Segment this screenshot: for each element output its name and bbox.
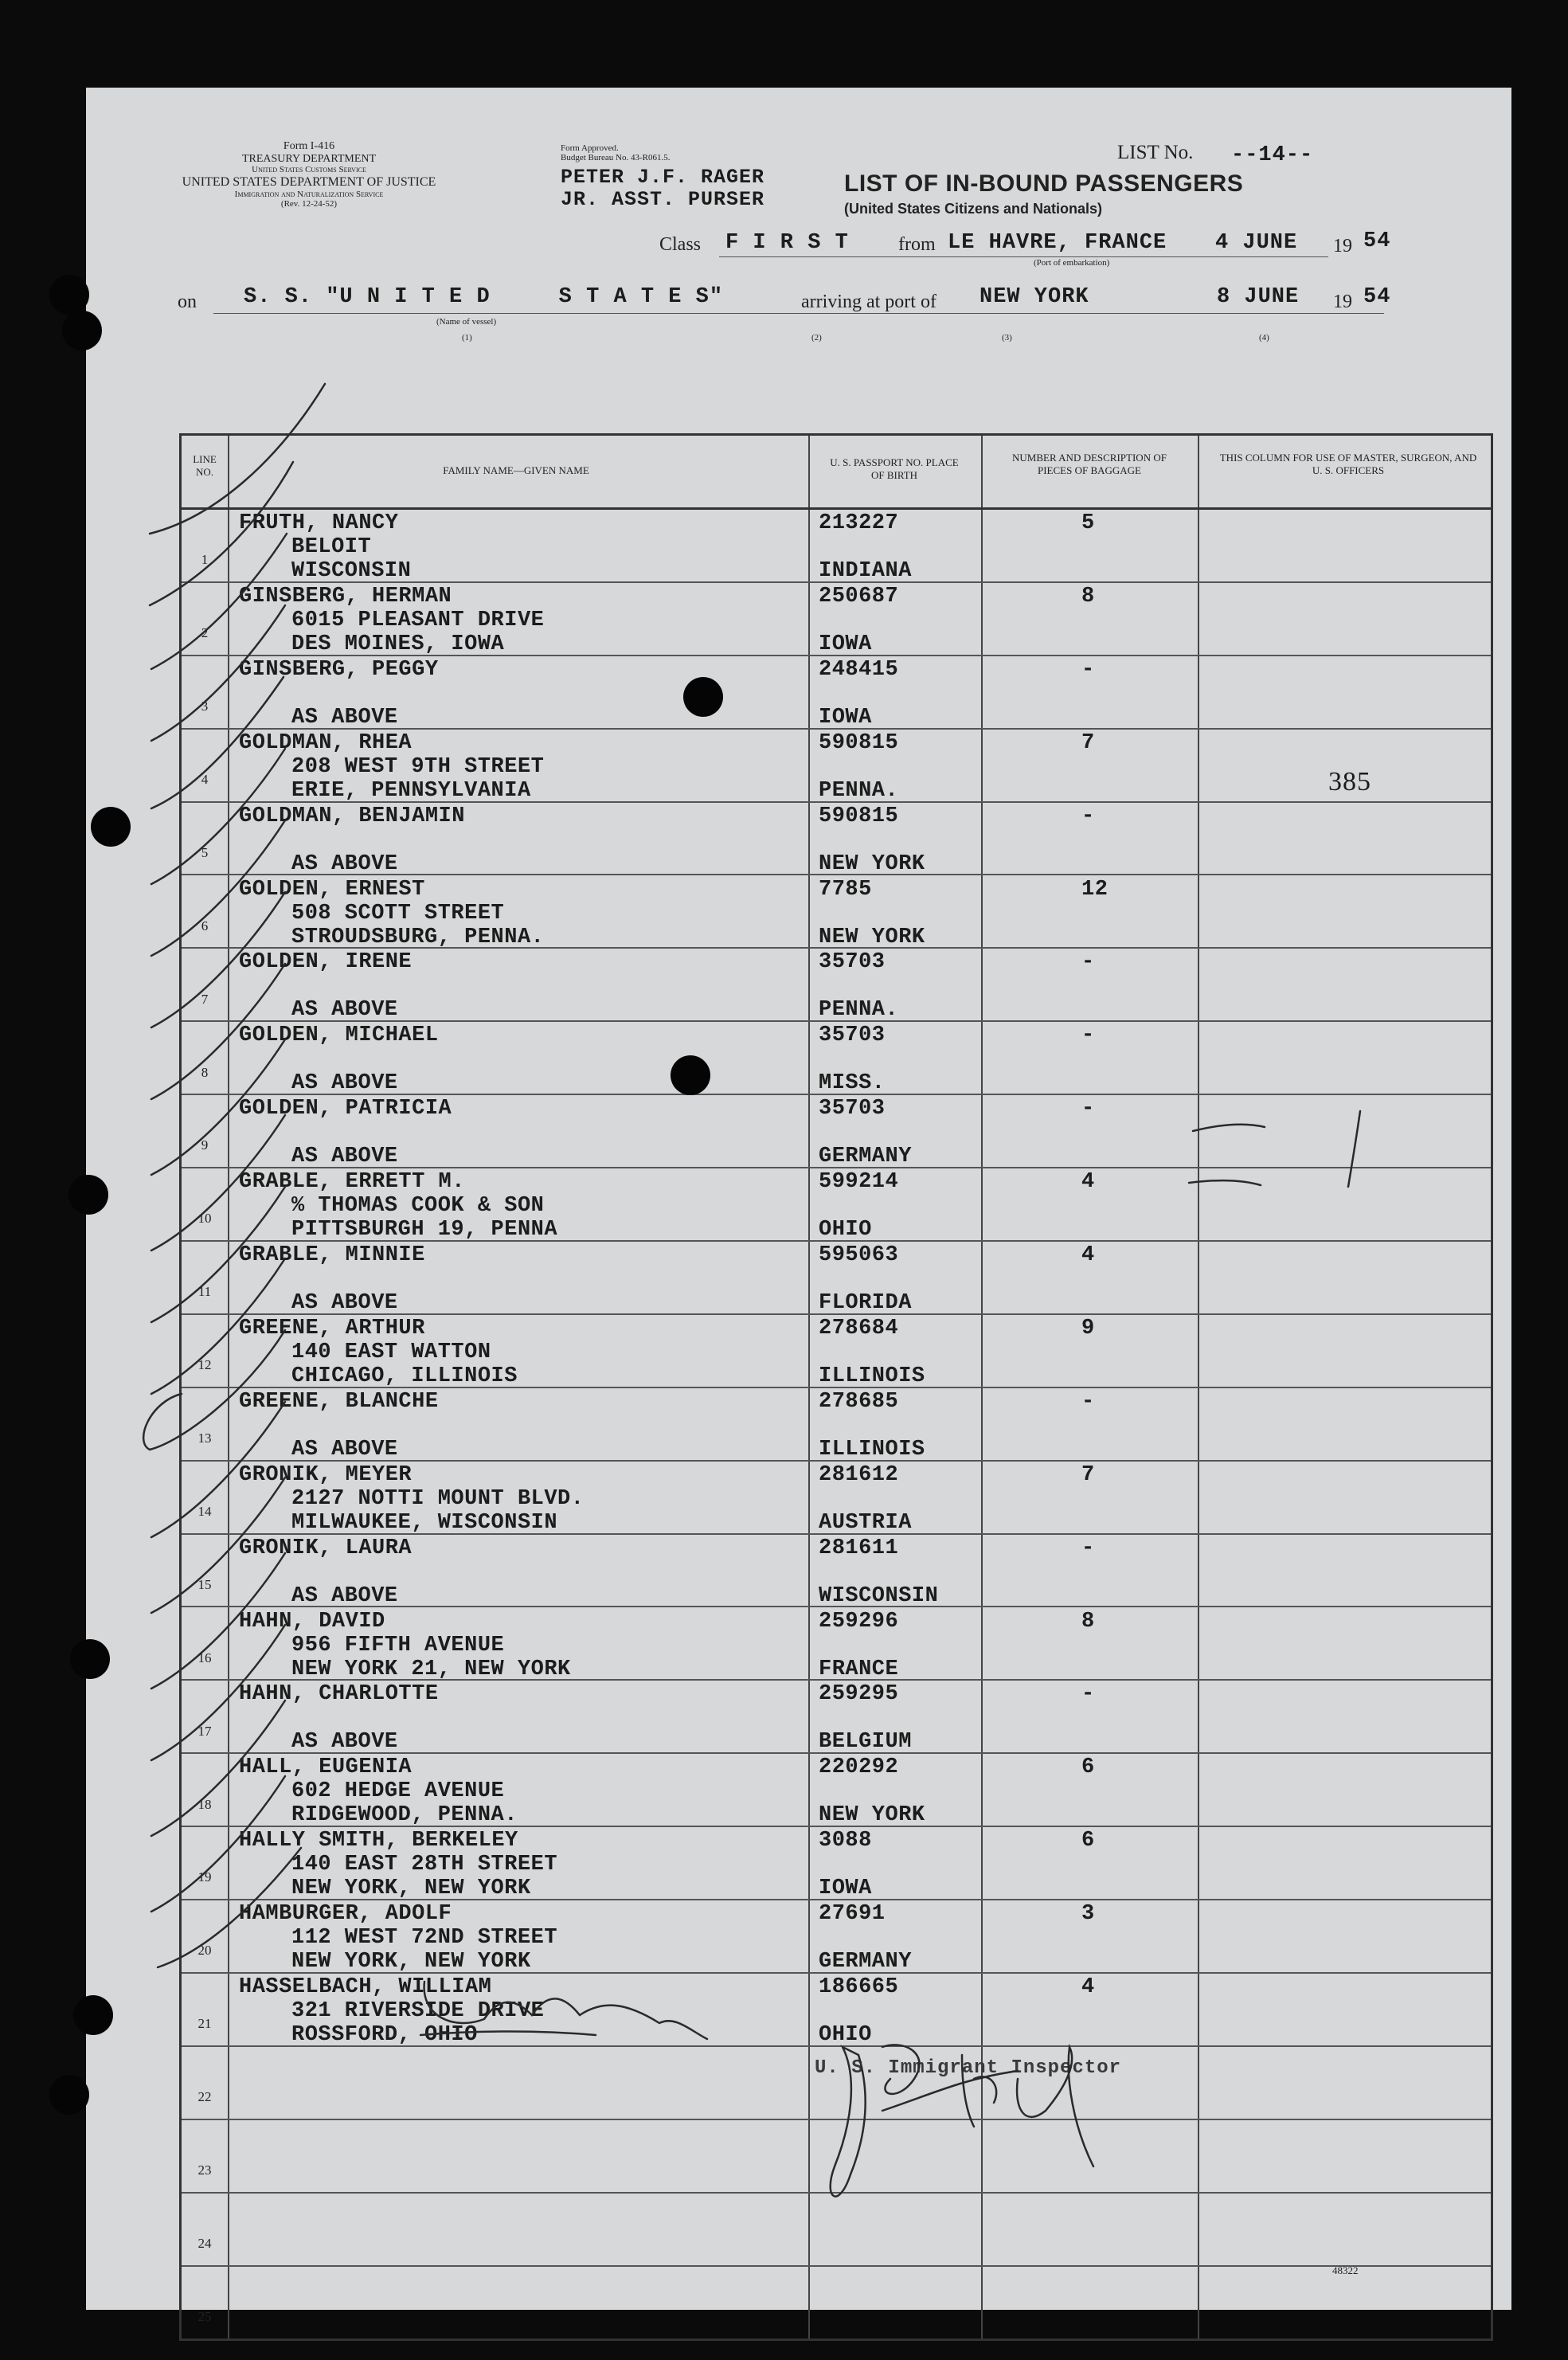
passport-number: 595063 <box>819 1243 899 1267</box>
arriving-label: arriving at port of <box>801 292 936 312</box>
address-line-1: 112 WEST 72ND STREET <box>291 1926 558 1951</box>
place-of-birth: IOWA <box>819 1877 872 1901</box>
passenger-name: GOLDEN, ERNEST <box>239 877 425 902</box>
passenger-name: GREENE, BLANCHE <box>239 1389 439 1414</box>
line-number: 24 <box>197 2235 212 2251</box>
address-line-1: 140 EAST 28TH STREET <box>291 1853 558 1877</box>
address-line-1: 2127 NOTTI MOUNT BLVD. <box>291 1486 585 1511</box>
place-of-birth: OHIO <box>819 2023 872 2047</box>
col-num-3: (3) <box>1002 333 1012 342</box>
address-line-2: ROSSFORD, OHIO <box>291 2023 478 2047</box>
address-line-2: STROUDSBURG, PENNA. <box>291 925 545 949</box>
baggage-count: - <box>1081 1536 1095 1560</box>
list-no-value: --14-- <box>1231 143 1314 167</box>
place-of-birth: GERMANY <box>819 1950 912 1974</box>
place-of-birth: ILLINOIS <box>819 1364 925 1388</box>
purser-title: JR. ASST. PURSER <box>561 188 765 211</box>
baggage-count: - <box>1081 1389 1095 1414</box>
line-number: 8 <box>201 1064 209 1080</box>
address-line-2: NEW YORK, NEW YORK <box>291 1877 531 1901</box>
punch-hole <box>683 677 723 717</box>
passenger-name: GRABLE, MINNIE <box>239 1243 425 1267</box>
line-number: 4 <box>201 771 209 787</box>
address-line-2: AS ABOVE <box>291 998 398 1023</box>
col-num-2: (2) <box>811 333 822 342</box>
place-of-birth: NEW YORK <box>819 1803 925 1828</box>
line-number: 23 <box>197 2162 212 2178</box>
address-line-2: CHICAGO, ILLINOIS <box>291 1364 518 1388</box>
address-line-2: RIDGEWOOD, PENNA. <box>291 1803 518 1828</box>
address-line-2: AS ABOVE <box>291 851 398 876</box>
place-of-birth: BELGIUM <box>819 1730 912 1755</box>
punch-hole <box>73 1995 113 2035</box>
place-of-birth: INDIANA <box>819 559 912 583</box>
baggage-count: - <box>1081 950 1095 975</box>
passenger-name: GOLDMAN, RHEA <box>239 730 413 755</box>
form-number: Form I-416 <box>283 140 335 152</box>
baggage-count: - <box>1081 1097 1095 1121</box>
class-value: F I R S T <box>725 231 849 255</box>
passenger-name: HAMBURGER, ADOLF <box>239 1902 452 1927</box>
document-sheet <box>86 88 1511 2324</box>
passenger-name: HALL, EUGENIA <box>239 1755 413 1780</box>
address-line-1: BELOIT <box>291 535 372 559</box>
address-line-2: AS ABOVE <box>291 1730 398 1755</box>
form-approved: Form Approved. <box>561 143 619 153</box>
passport-number: 7785 <box>819 877 872 902</box>
vessel-caption: (Name of vessel) <box>436 317 497 327</box>
punch-hole <box>62 311 102 350</box>
passenger-name: GOLDEN, MICHAEL <box>239 1023 439 1048</box>
place-of-birth: NEW YORK <box>819 925 925 949</box>
address-line-2: AS ABOVE <box>291 1071 398 1096</box>
passport-number: 35703 <box>819 1097 886 1121</box>
address-line-2: PITTSBURGH 19, PENNA <box>291 1218 558 1243</box>
class-label: Class <box>659 234 702 255</box>
passport-number: 186665 <box>819 1975 899 1999</box>
place-of-birth: ILLINOIS <box>819 1437 925 1462</box>
line-number: 20 <box>197 1943 212 1959</box>
col-num-1: (1) <box>462 333 472 342</box>
passport-number: 35703 <box>819 950 886 975</box>
col-num-4: (4) <box>1259 333 1269 342</box>
passport-number: 259296 <box>819 1609 899 1634</box>
line-number: 17 <box>197 1723 212 1739</box>
col-header-baggage: NUMBER AND DESCRIPTION OF PIECES OF BAGGAGE <box>1012 452 1167 476</box>
arrival-port: NEW YORK <box>980 285 1089 309</box>
address-line-2: NEW YORK, NEW YORK <box>291 1950 531 1974</box>
arrival-date: 8 JUNE <box>1217 285 1300 309</box>
passport-number: 27691 <box>819 1902 886 1927</box>
address-line-1: 956 FIFTH AVENUE <box>291 1633 505 1657</box>
line-number: 9 <box>201 1137 209 1153</box>
passenger-name: HASSELBACH, WILLIAM <box>239 1975 492 1999</box>
passenger-name: HALLY SMITH, BERKELEY <box>239 1829 518 1853</box>
line-number: 13 <box>197 1430 212 1446</box>
address-line-1: 602 HEDGE AVENUE <box>291 1779 505 1804</box>
place-of-birth: FLORIDA <box>819 1291 912 1315</box>
passenger-name: HAHN, CHARLOTTE <box>239 1682 439 1707</box>
handwritten-tick-marks <box>86 88 1511 2310</box>
passenger-name: GRONIK, LAURA <box>239 1536 413 1560</box>
baggage-count: 6 <box>1081 1755 1095 1780</box>
passenger-name: GRONIK, MEYER <box>239 1462 413 1487</box>
address-line-1: 321 RIVERSIDE DRIVE <box>291 1999 545 2023</box>
year2-prefix: 19 <box>1333 292 1352 312</box>
line-number: 16 <box>197 1650 212 1665</box>
purser-name: PETER J.F. RAGER <box>561 166 765 189</box>
address-line-2: AS ABOVE <box>291 1583 398 1608</box>
form-revision: (Rev. 12-24-52) <box>280 198 338 209</box>
passenger-name: GINSBERG, PEGGY <box>239 657 439 682</box>
address-line-1: % THOMAS COOK & SON <box>291 1194 545 1219</box>
footer-code: 48322 <box>1332 2264 1359 2276</box>
line-number: 11 <box>197 1284 212 1300</box>
line-number: 3 <box>201 699 209 714</box>
passenger-name: GINSBERG, HERMAN <box>239 584 452 609</box>
line-number: 15 <box>197 1576 212 1592</box>
passenger-name: HAHN, DAVID <box>239 1609 385 1634</box>
line-number: 19 <box>197 1869 212 1885</box>
address-line-2: AS ABOVE <box>291 1437 398 1462</box>
address-line-2: ERIE, PENNSYLVANIA <box>291 778 531 803</box>
baggage-count: 8 <box>1081 1609 1095 1634</box>
place-of-birth: GERMANY <box>819 1145 912 1169</box>
line-number: 6 <box>201 918 209 933</box>
treasury-dept: TREASURY DEPARTMENT <box>241 152 377 165</box>
passenger-name: GOLDEN, IRENE <box>239 950 413 975</box>
place-of-birth: PENNA. <box>819 998 899 1023</box>
line-number: 21 <box>197 2016 212 2032</box>
passenger-name: GRABLE, ERRETT M. <box>239 1170 465 1195</box>
officer-number: 385 <box>1328 767 1371 796</box>
port-embark-caption: (Port of embarkation) <box>1034 258 1110 268</box>
baggage-count: - <box>1081 804 1095 828</box>
baggage-count: 12 <box>1081 877 1109 902</box>
baggage-count: - <box>1081 1682 1095 1707</box>
justice-dept: UNITED STATES DEPARTMENT OF JUSTICE <box>182 174 436 189</box>
place-of-birth: FRANCE <box>819 1657 899 1681</box>
baggage-count: 5 <box>1081 511 1095 535</box>
baggage-count: 4 <box>1081 1975 1095 1999</box>
address-line-1: 508 SCOTT STREET <box>291 901 505 926</box>
baggage-count: 3 <box>1081 1902 1095 1927</box>
passenger-name: GOLDEN, PATRICIA <box>239 1097 452 1121</box>
baggage-count: - <box>1081 657 1095 682</box>
baggage-count: 7 <box>1081 1462 1095 1487</box>
baggage-count: 7 <box>1081 730 1095 755</box>
vessel-name: S. S. "U N I T E D S T A T E S" <box>244 285 724 309</box>
baggage-count: 9 <box>1081 1316 1095 1340</box>
passport-number: 281612 <box>819 1462 899 1487</box>
address-line-2: AS ABOVE <box>291 705 398 730</box>
passport-number: 590815 <box>819 804 899 828</box>
year-prefix: 19 <box>1333 236 1352 256</box>
inspector-stamp: U. S. Immigrant Inspector <box>815 2057 1122 2079</box>
year2-value: 54 <box>1363 285 1391 309</box>
passport-number: 220292 <box>819 1755 899 1780</box>
passenger-name: FRUTH, NANCY <box>239 511 399 535</box>
passport-number: 590815 <box>819 730 899 755</box>
baggage-count: 4 <box>1081 1170 1095 1195</box>
passport-number: 259295 <box>819 1682 899 1707</box>
port-of-embarkation: LE HAVRE, FRANCE <box>948 231 1167 255</box>
line-number: 18 <box>197 1796 212 1812</box>
year-value: 54 <box>1363 229 1391 253</box>
line-number: 7 <box>201 991 209 1007</box>
passport-number: 248415 <box>819 657 899 682</box>
address-line-1: 140 EAST WATTON <box>291 1340 491 1364</box>
form-title: LIST OF IN-BOUND PASSENGERS <box>844 170 1244 197</box>
punch-hole <box>671 1055 710 1095</box>
col-header-passport: U. S. PASSPORT NO. PLACE OF BIRTH <box>830 456 959 481</box>
place-of-birth: OHIO <box>819 1218 872 1243</box>
line-number: 10 <box>197 1211 212 1227</box>
address-line-2: DES MOINES, IOWA <box>291 632 505 656</box>
customs-service: United States Customs Service <box>252 165 366 175</box>
place-of-birth: IOWA <box>819 705 872 730</box>
address-line-2: NEW YORK 21, NEW YORK <box>291 1657 571 1681</box>
ins-service: Immigration and Naturalization Service <box>234 189 384 199</box>
passport-number: 35703 <box>819 1023 886 1048</box>
from-label: from <box>898 234 936 255</box>
address-line-1: 208 WEST 9TH STREET <box>291 754 545 779</box>
punch-hole <box>49 275 89 315</box>
baggage-count: 8 <box>1081 584 1095 609</box>
list-no-label: LIST No. <box>1117 142 1194 163</box>
line-number: 1 <box>201 552 209 568</box>
place-of-birth: PENNA. <box>819 778 899 803</box>
punch-hole <box>68 1175 108 1215</box>
punch-hole <box>49 2075 89 2115</box>
baggage-count: 6 <box>1081 1829 1095 1853</box>
place-of-birth: AUSTRIA <box>819 1510 912 1535</box>
passport-number: 213227 <box>819 511 899 535</box>
passport-number: 3088 <box>819 1829 872 1853</box>
punch-hole <box>70 1639 110 1679</box>
line-number: 2 <box>201 625 209 641</box>
address-line-2: AS ABOVE <box>291 1145 398 1169</box>
address-line-2: WISCONSIN <box>291 559 412 583</box>
passport-number: 278684 <box>819 1316 899 1340</box>
passenger-name: GOLDMAN, BENJAMIN <box>239 804 465 828</box>
punch-hole <box>91 807 131 847</box>
on-label: on <box>178 292 197 312</box>
col-header-line: LINE NO. <box>193 453 217 478</box>
passport-number: 278685 <box>819 1389 899 1414</box>
passport-number: 250687 <box>819 584 899 609</box>
budget-bureau: Budget Bureau No. 43-R061.5. <box>561 153 671 163</box>
col-header-name: FAMILY NAME—GIVEN NAME <box>443 464 589 476</box>
place-of-birth: MISS. <box>819 1071 886 1096</box>
baggage-count: 4 <box>1081 1243 1095 1267</box>
address-line-2: MILWAUKEE, WISCONSIN <box>291 1510 558 1535</box>
line-number: 14 <box>197 1503 212 1519</box>
passenger-name: GREENE, ARTHUR <box>239 1316 425 1340</box>
line-number: 12 <box>197 1357 212 1373</box>
line-number: 25 <box>197 2308 212 2324</box>
place-of-birth: IOWA <box>819 632 872 656</box>
place-of-birth: NEW YORK <box>819 851 925 876</box>
baggage-count: - <box>1081 1023 1095 1048</box>
address-line-1: 6015 PLEASANT DRIVE <box>291 608 545 632</box>
address-line-2: AS ABOVE <box>291 1291 398 1315</box>
line-number: 22 <box>197 2089 212 2105</box>
embark-date: 4 JUNE <box>1215 231 1298 255</box>
form-subtitle: (United States Citizens and Nationals) <box>844 201 1103 217</box>
place-of-birth: WISCONSIN <box>819 1583 939 1608</box>
passport-number: 599214 <box>819 1170 899 1195</box>
line-number: 5 <box>201 844 209 860</box>
passport-number: 281611 <box>819 1536 899 1560</box>
col-header-officers: THIS COLUMN FOR USE OF MASTER, SURGEON, AND U. S. OFFICERS <box>1219 452 1477 476</box>
